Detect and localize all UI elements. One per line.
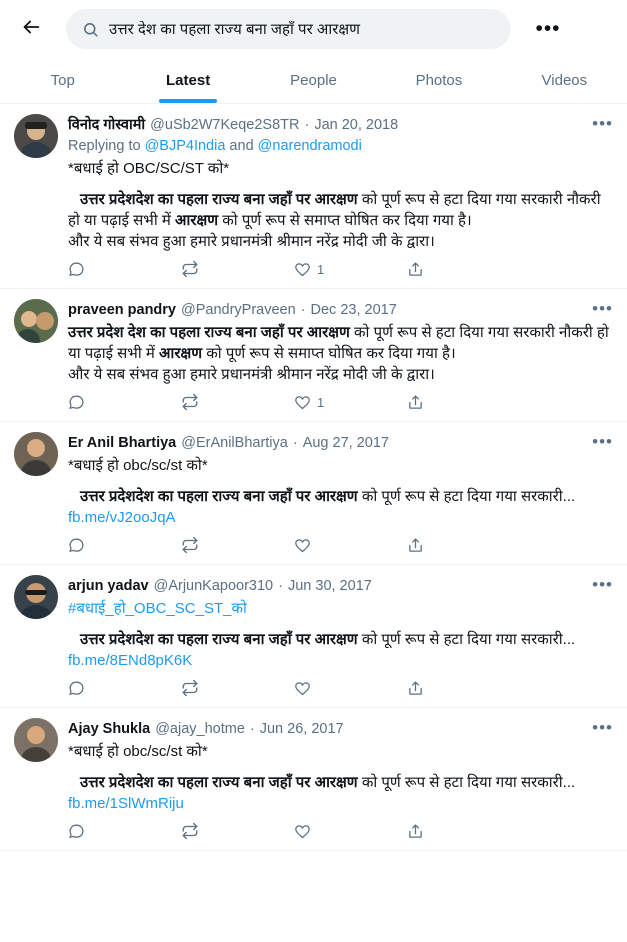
plain-segment: को पूर्ण रूप से हटा दिया गया सरकारी... [357,774,576,791]
external-link[interactable]: fb.me/1SlWmRiju [68,795,184,812]
reply-button[interactable] [68,537,181,554]
plain-segment: को पूर्ण रूप से हटा दिया गया सरकारी नौकरी हो या पढ़ाई सभी में [68,191,601,229]
reply-button[interactable] [68,261,181,278]
tweet-date[interactable]: Dec 23, 2017 [310,302,397,318]
user-handle[interactable]: @ErAnilBhartiya [181,435,288,451]
reply-icon [68,823,85,840]
tab-top[interactable] [0,58,125,103]
like-button[interactable] [294,537,407,554]
replying-and: and [225,138,258,154]
tweet-line-text: *बधाई हो obc/sc/st को* [68,457,208,474]
tweet-actions [68,393,520,411]
back-button[interactable] [14,12,48,46]
replying-to [68,136,613,156]
separator-dot: · [278,578,283,594]
avatar-image [14,432,58,476]
separator-dot: · [292,435,298,451]
tweet-menu-button[interactable]: ••• [592,718,613,737]
share-button[interactable] [407,261,520,278]
tweet-text [68,455,613,528]
share-button[interactable] [407,394,520,411]
tweet-line [68,455,613,476]
retweet-button[interactable] [181,536,294,554]
share-icon [407,394,424,411]
reply-icon [68,394,85,411]
share-button[interactable] [407,823,520,840]
tab-label: Top [50,72,75,89]
like-button[interactable] [294,394,407,411]
tab-label: Photos [415,72,463,89]
tab-active-indicator [159,99,217,103]
heart-icon [294,537,311,554]
tweet-line [68,231,613,252]
tweet-body [68,114,613,284]
tweet-date[interactable]: Jun 30, 2017 [287,578,372,594]
tweet-header [68,299,613,320]
more-horizontal-icon: ••• [535,17,561,40]
tweet-line [68,322,613,364]
bold-segment: उत्तर प्रदेश [80,488,136,505]
bold-segment: उत्तर प्रदेश [80,774,136,791]
avatar[interactable] [14,432,58,476]
share-icon [407,823,424,840]
avatar[interactable] [14,114,58,158]
tweet-item[interactable] [0,708,627,851]
overflow-menu-button[interactable] [531,12,565,46]
tweet-menu-button[interactable]: ••• [592,299,613,318]
tweet-actions [68,260,520,278]
separator-dot: · [304,117,310,133]
plain-segment: को पूर्ण रूप से समाप्त घोषित कर दिया गया है। [202,345,456,362]
tweet-menu-button[interactable]: ••• [592,432,613,451]
like-count: 1 [317,394,325,410]
top-bar [0,0,627,58]
search-box[interactable] [66,9,511,49]
like-button[interactable] [294,823,407,840]
arrow-left-icon [20,16,42,43]
share-button[interactable] [407,537,520,554]
like-button[interactable] [294,680,407,697]
plain-segment: को पूर्ण रूप से समाप्त घोषित कर दिया गया है। [218,212,472,229]
tweet-line [68,629,613,671]
tweet-header [68,575,613,596]
display-name[interactable]: Er Anil Bhartiya [68,435,177,451]
tweet-date[interactable]: Jan 20, 2018 [314,117,399,133]
tweet-line [68,158,613,179]
tweet-line-text: *बधाई हो OBC/SC/ST को* [68,160,230,177]
tweet-header [68,432,613,453]
heart-icon [294,261,311,278]
reply-button[interactable] [68,680,181,697]
bold-segment: देश का पहला राज्य बना जहाँ पर आरक्षण [135,774,358,791]
retweet-icon [181,822,199,840]
tweet-actions [68,822,520,840]
tweet-line [68,598,613,619]
bold-segment: उत्तर प्रदेश [80,631,136,648]
tweet-line [68,741,613,762]
avatar[interactable] [14,718,58,762]
tweet-line [68,364,613,385]
search-icon [82,21,99,38]
mention-link[interactable]: @narendramodi [257,138,362,154]
tweet-text [68,158,613,252]
heart-icon [294,823,311,840]
tweet-body [68,432,613,560]
tweet-actions [68,679,520,697]
heart-icon [294,394,311,411]
plain-segment: को पूर्ण रूप से हटा दिया गया सरकारी नौकरी हो या पढ़ाई सभी में [68,324,609,362]
reply-button[interactable] [68,394,181,411]
tweet-text [68,741,613,814]
tweet-header [68,718,613,739]
bold-segment: देश का पहला राज्य बना जहाँ पर आरक्षण [135,631,358,648]
tab-photos[interactable] [376,58,501,103]
display-name[interactable]: Ajay Shukla [68,721,151,737]
display-name[interactable]: विनोद गोस्वामी [68,117,146,133]
tab-latest[interactable] [125,58,250,103]
reply-icon [68,261,85,278]
tweet-menu-button[interactable]: ••• [592,114,613,133]
tweet-text [68,322,613,385]
bold-segment: आरक्षण [159,345,203,362]
display-name[interactable]: arjun yadav [68,578,149,594]
tweet-date[interactable]: Aug 27, 2017 [302,435,389,451]
tweet-body [68,575,613,703]
tweet-line [68,189,613,231]
tweet-text [68,598,613,671]
retweet-button[interactable] [181,393,294,411]
avatar-image [14,575,58,619]
tweet-line-text: *बधाई हो obc/sc/st को* [68,743,208,760]
tweet-list[interactable] [0,104,627,942]
tweet-date[interactable]: Jun 26, 2017 [259,721,344,737]
tweet-item[interactable] [0,565,627,708]
user-handle[interactable]: @ArjunKapoor310 [153,578,274,594]
share-icon [407,537,424,554]
display-name[interactable]: praveen pandry [68,302,176,318]
user-handle[interactable]: @ajay_hotme [155,721,245,737]
share-icon [407,261,424,278]
plain-segment: को पूर्ण रूप से हटा दिया गया सरकारी... [357,488,576,505]
separator-dot: · [249,721,255,737]
user-handle[interactable]: @uSb2W7Keqe2S8TR [150,117,300,133]
reply-icon [68,680,85,697]
tweet-body [68,299,613,417]
external-link[interactable]: fb.me/vJ2ooJqA [68,509,176,526]
tab-people[interactable] [251,58,376,103]
tab-videos[interactable] [502,58,627,103]
hashtag-link[interactable]: #बधाई_हो_OBC_SC_ST_को [68,600,247,617]
replying-prefix: Replying to [68,138,145,154]
mention-link[interactable]: @BJP4India [144,138,226,154]
tab-label: Latest [166,72,211,89]
share-button[interactable] [407,680,520,697]
bold-segment: उत्तर प्रदेश [80,191,136,208]
reply-button[interactable] [68,823,181,840]
tweet-item[interactable] [0,289,627,422]
tweet-line-text: और ये सब संभव हुआ हमारे प्रधानमंत्री श्रीमान नरेंद्र मोदी जी के द्वारा। [68,366,435,383]
like-button[interactable] [294,261,407,278]
avatar[interactable] [14,575,58,619]
search-tabs [0,58,627,104]
bold-segment: देश का पहला राज्य बना जहाँ पर आरक्षण [135,488,358,505]
bold-segment: देश का पहला राज्य बना जहाँ पर आरक्षण [135,191,358,208]
retweet-button[interactable] [181,822,294,840]
retweet-icon [181,393,199,411]
separator-dot: · [300,302,306,318]
avatar-image [14,114,58,158]
bold-segment: आरक्षण [175,212,219,229]
tweet-line-text: और ये सब संभव हुआ हमारे प्रधानमंत्री श्रीमान नरेंद्र मोदी जी के द्वारा। [68,233,435,250]
bold-segment: देश का पहला राज्य बना जहाँ पर आरक्षण [127,324,350,341]
tweet-header [68,114,613,135]
tweet-actions [68,536,520,554]
retweet-button[interactable] [181,679,294,697]
user-handle[interactable]: @PandryPraveen [181,302,296,318]
tab-label: People [290,72,337,89]
retweet-button[interactable] [181,260,294,278]
reply-icon [68,537,85,554]
heart-icon [294,680,311,697]
plain-segment: को पूर्ण रूप से हटा दिया गया सरकारी... [357,631,576,648]
tweet-item[interactable] [0,422,627,565]
tweet-line [68,772,613,814]
retweet-icon [181,536,199,554]
like-count: 1 [317,261,325,277]
search-input[interactable] [109,21,495,38]
tweet-line [68,486,613,528]
tweet-item[interactable] [0,104,627,289]
avatar[interactable] [14,299,58,343]
retweet-icon [181,260,199,278]
avatar-image [14,718,58,762]
retweet-icon [181,679,199,697]
tweet-menu-button[interactable]: ••• [592,575,613,594]
share-icon [407,680,424,697]
avatar-image [14,299,58,343]
tab-label: Videos [541,72,588,89]
tweet-body [68,718,613,846]
external-link[interactable]: fb.me/8ENd8pK6K [68,652,193,669]
bold-segment: उत्तर प्रदेश [68,324,124,341]
